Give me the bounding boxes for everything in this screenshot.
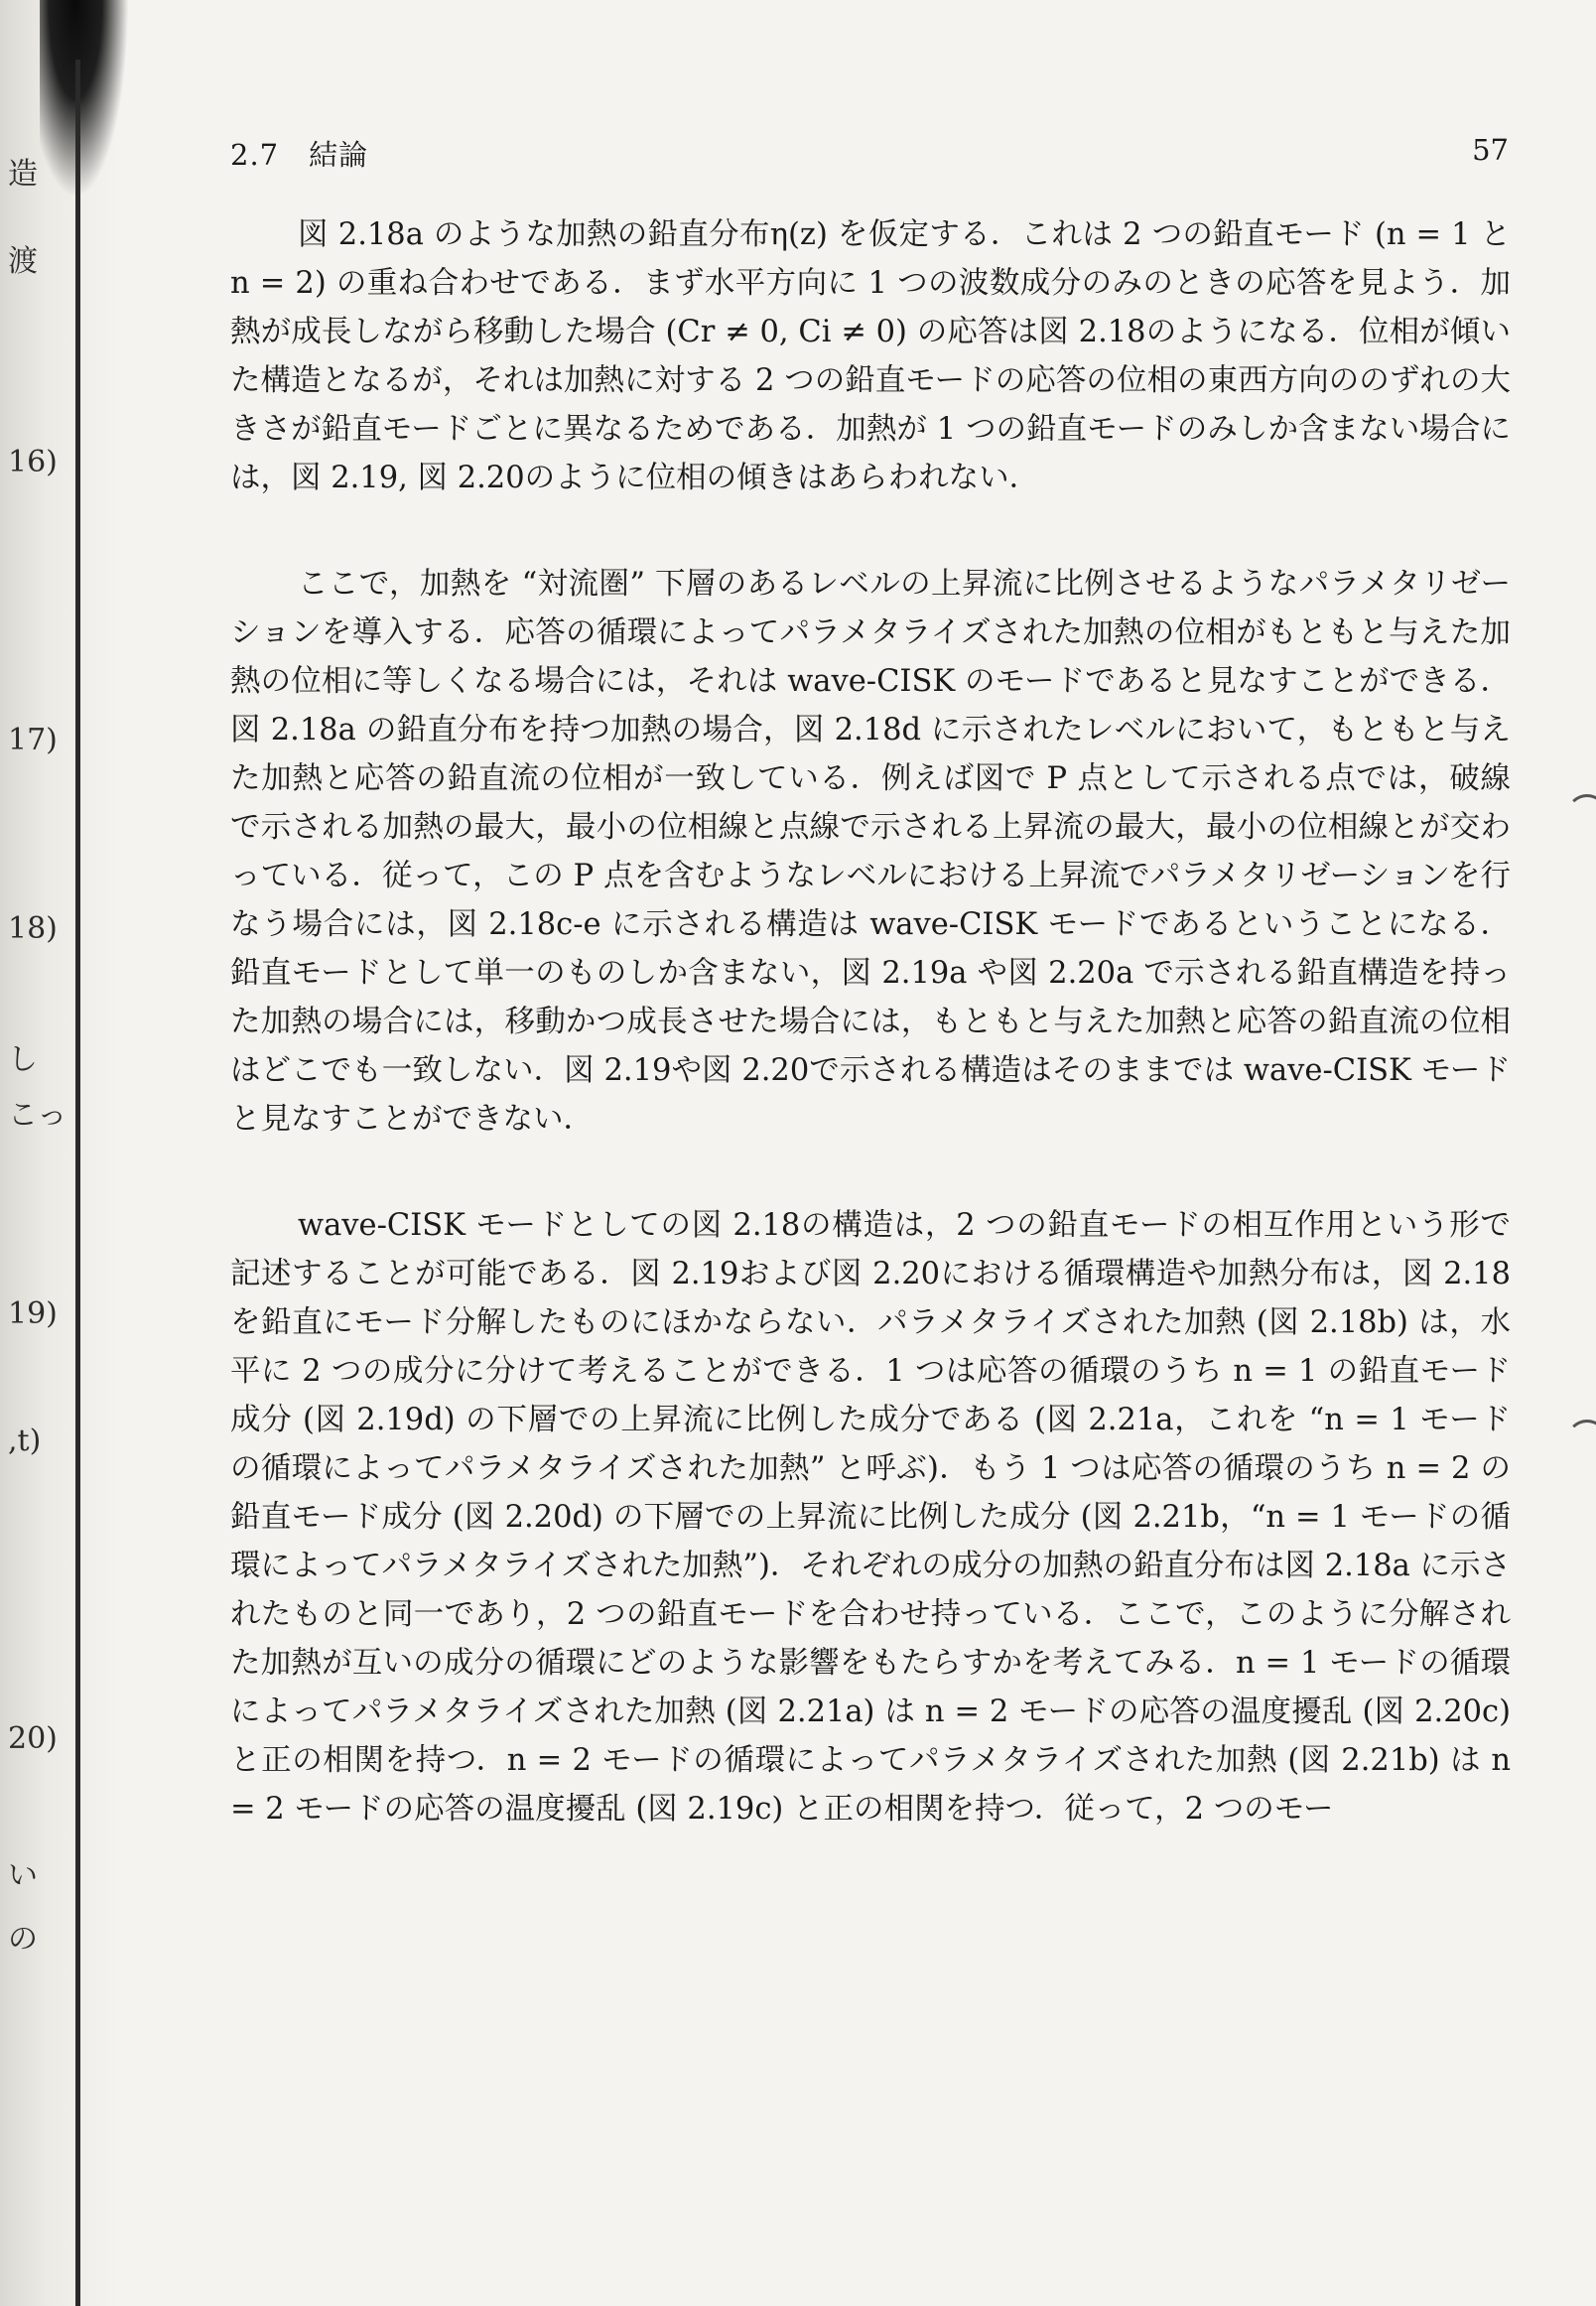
section-header: 2.7 結論 bbox=[230, 138, 369, 172]
body-text bbox=[230, 210, 1511, 1833]
binding-line bbox=[75, 60, 80, 2306]
binding-shadow bbox=[0, 0, 119, 2306]
page-number: 57 bbox=[1472, 133, 1509, 167]
margin-fragment: の bbox=[8, 1922, 38, 1957]
margin-fragment: 17) bbox=[8, 723, 58, 757]
margin-fragment: 渡 bbox=[8, 244, 38, 279]
paragraph: wave-CISK モードとしての図 2.18の構造は，2 つの鉛直モードの相互作用という形で記述することが可能である．図 2.19および図 2.20における循環構造や加熱分布は，図 2.18 を鉛直にモード分解したものにほかならない．パラメタライズされた加熱 (図 2.18b) は，水平に 2 つの成分に分けて考えることができる．1 つは応答の循環のうち n = 1 の鉛直モード成分 (図 2.19d) の下層での上昇流に比例した成分である (図 2.21a，これを “n = 1 モードの循環によってパラメタライズされた加熱” と呼ぶ)．もう 1 つは応答の循環のうち n = 2 の鉛直モード成分 (図 2.20d) の下層での上昇流に比例した成分 (図 2.21b，“n = 1 モードの循環によってパラメタライズされた加熱”)．それぞれの成分の加熱の鉛直分布は図 2.18a に示されたものと同一であり，2 つの鉛直モードを合わせ持っている．ここで，このように分解された加熱が互いの成分の循環にどのような影響をもたらすかを考えてみる．n = 1 モードの循環によってパラメタライズされた加熱 (図 2.21a) は n = 2 モードの応答の温度擾乱 (図 2.20c) と正の相関を持つ．n = 2 モードの循環によってパラメタライズされた加熱 (図 2.21b) は n = 2 モードの応答の温度擾乱 (図 2.19c) と正の相関を持つ．従って，2 つのモー bbox=[230, 1208, 1511, 1827]
margin-fragment: い bbox=[8, 1858, 38, 1893]
margin-fragment: ,t) bbox=[8, 1424, 42, 1458]
paragraph: 図 2.18a のような加熱の鉛直分布η(z) を仮定する．これは 2 つの鉛直モード (n = 1 と n = 2) の重ね合わせである．まず水平方向に 1 つの波数成分のみのときの応答を見よう．加熱が成長しながら移動した場合 (Cr ≠ 0, Ci ≠ 0) の応答は図 2.18のようになる．位相が傾いた構造となるが，それは加熱に対する 2 つの鉛直モードの応答の位相の東西方向ののずれの大きさが鉛直モードごとに異なるためである．加熱が 1 つの鉛直モードのみしか含まない場合には，図 2.19, 図 2.20のように位相の傾きはあらわれない． bbox=[230, 217, 1511, 495]
binding-notch bbox=[40, 0, 129, 199]
margin-fragment: し bbox=[8, 1042, 38, 1077]
margin-fragment: 造 bbox=[8, 157, 38, 192]
punch-hole-mark bbox=[1566, 794, 1596, 836]
paragraph: ここで，加熱を “対流圏” 下層のあるレベルの上昇流に比例させるようなパラメタリゼーションを導入する．応答の循環によってパラメタライズされた加熱の位相がもともと与えた加熱の位相に等しくなる場合には，それは wave-CISK のモードであると見なすことができる．図 2.18a の鉛直分布を持つ加熱の場合，図 2.18d に示されたレベルにおいて，もともと与えた加熱と応答の鉛直流の位相が一致している．例えば図で P 点として示される点では，破線で示される加熱の最大，最小の位相線と点線で示される上昇流の最大，最小の位相線とが交わっている．従って，この P 点を含むようなレベルにおける上昇流でパラメタリゼーションを行なう場合には，図 2.18c-e に示される構造は wave-CISK モードであるということになる．鉛直モードとして単一のものしか含まない，図 2.19a や図 2.20a で示される鉛直構造を持った加熱の場合には，移動かつ成長させた場合には，もともと与えた加熱と応答の鉛直流の位相はどこでも一致しない．図 2.19や図 2.20で示される構造はそのままでは wave-CISK モードと見なすことができない． bbox=[230, 567, 1511, 1137]
margin-fragment: 20) bbox=[8, 1721, 58, 1756]
margin-fragment: こっ bbox=[8, 1098, 67, 1133]
margin-fragment: 19) bbox=[8, 1296, 58, 1331]
punch-hole-mark bbox=[1566, 1420, 1596, 1461]
margin-fragment: 16) bbox=[8, 445, 58, 479]
margin-fragment: 18) bbox=[8, 911, 58, 946]
